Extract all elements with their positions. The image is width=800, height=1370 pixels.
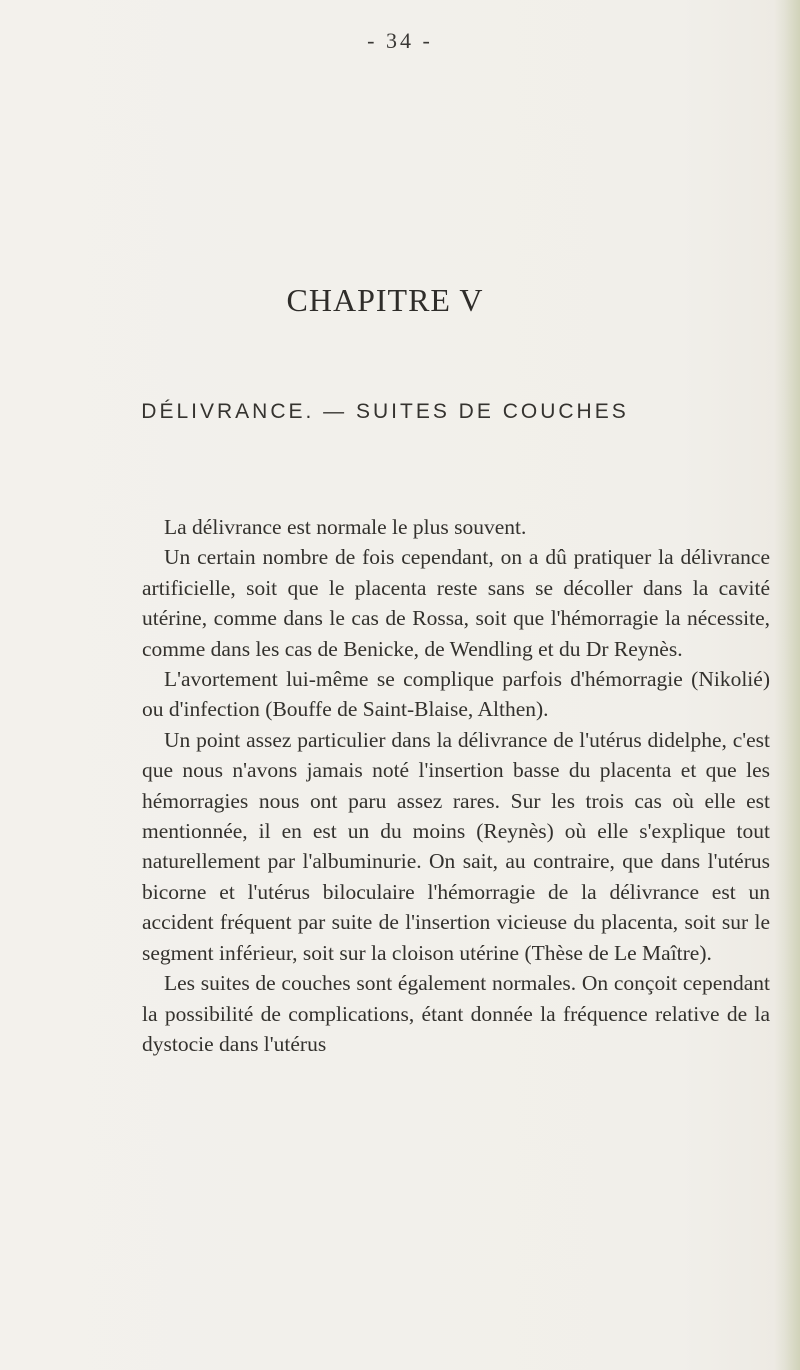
chapter-title: CHAPITRE V: [286, 282, 484, 318]
paragraph: La délivrance est normale le plus souvent.: [164, 515, 527, 539]
section-title: DÉLIVRANCE. — SUITES DE COUCHES: [141, 400, 629, 423]
page-edge-shadow: [774, 0, 800, 1370]
paragraph: Un point assez particulier dans la délivrance de l'utérus didelphe, c'est que nous n'avons jamais noté l'insertion basse du placenta et que les hémorragies nous ont paru assez rares. Sur les trois cas où elle est mentionnée, il en est un du moins (Reynès) où elle s'explique tout naturellement par l'albuminurie. On sait, au contraire, que dans l'utérus bicorne et l'utérus biloculaire l'hémorragie de la délivrance est un accident fréquent par suite de l'insertion vicieuse du placenta, soit sur le segment inférieur, soit sur la cloison utérine (Thèse de Le Maître).: [142, 727, 770, 965]
page-number: - 34 -: [367, 28, 433, 53]
paragraph: Les suites de couches sont également normales. On conçoit cependant la possibilité de complications, étant donnée la fréquence relative de la dystocie dans l'utérus: [142, 971, 770, 1056]
paragraph: Un certain nombre de fois cependant, on a dû pratiquer la délivrance artificielle, soit que le placenta reste sans se décoller dans la cavité utérine, comme dans le cas de Rossa, soit que l'hémorragie la nécessite, comme dans les cas de Benicke, de Wendling et du Dr Reynès.: [142, 545, 770, 661]
paragraph: L'avortement lui-même se complique parfois d'hémorragie (Nikolié) ou d'infection (Bouffe de Saint-Blaise, Althen).: [142, 667, 770, 722]
body-text: [142, 512, 770, 1059]
